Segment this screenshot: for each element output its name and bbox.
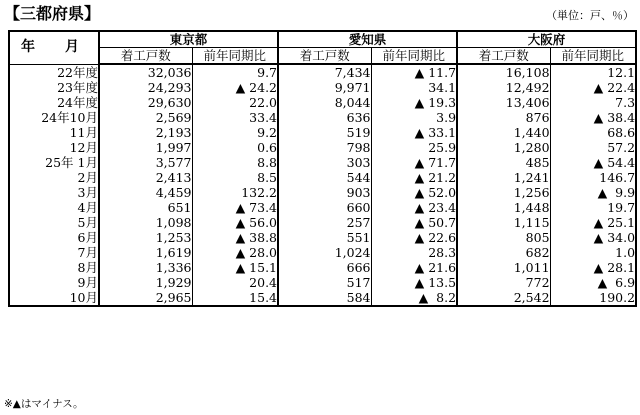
aichi-starts-cell: 903 [278,185,371,200]
aichi-starts-cell: 798 [278,140,371,155]
osaka-yoy-cell: ▲ 22.4 [550,80,636,95]
starts-header: 着工戸数 [278,48,371,65]
osaka-yoy-cell: ▲ 38.4 [550,110,636,125]
table-row [9,260,636,275]
tokyo-yoy-cell: 15.4 [192,290,278,306]
table-row [9,215,636,230]
osaka-starts-cell: 682 [457,245,550,260]
osaka-starts-cell: 1,011 [457,260,550,275]
aichi-yoy-cell: ▲ 21.6 [371,260,457,275]
osaka-yoy-cell: 68.6 [550,125,636,140]
tokyo-yoy-cell: 8.8 [192,155,278,170]
row-label: 12月 [69,140,98,155]
aichi-starts-cell: 8,044 [278,95,371,110]
tokyo-yoy-cell: ▲ 28.0 [192,245,278,260]
table-row [9,185,636,200]
tokyo-yoy-cell: 20.4 [192,275,278,290]
table-row [9,64,636,80]
row-label: 24年度 [57,95,98,110]
tokyo-yoy-cell: 9.2 [192,125,278,140]
housing-starts-table [8,30,637,307]
footnote: ※▲はマイナス。 [4,398,84,410]
tokyo-yoy-cell: 9.7 [192,64,278,80]
osaka-starts-cell: 1,440 [457,125,550,140]
sub-header-row [9,48,636,65]
row-label: 24年10月 [41,110,98,125]
row-label: 22年度 [57,64,98,80]
osaka-yoy-cell: 12.1 [550,64,636,80]
aichi-yoy-cell: ▲ 13.5 [371,275,457,290]
table-row [9,245,636,260]
osaka-starts-cell: 876 [457,110,550,125]
aichi-yoy-cell: 3.9 [371,110,457,125]
table-row [9,140,636,155]
tokyo-yoy-cell: 0.6 [192,140,278,155]
row-label: 9月 [77,275,98,290]
tokyo-yoy-cell: ▲ 24.2 [192,80,278,95]
aichi-starts-cell: 544 [278,170,371,185]
starts-header: 着工戸数 [99,48,192,65]
osaka-yoy-cell: ▲ 9.9 [550,185,636,200]
aichi-yoy-cell: ▲ 22.6 [371,230,457,245]
aichi-yoy-cell: ▲ 23.4 [371,200,457,215]
tokyo-starts-cell: 3,577 [99,155,192,170]
row-label: 11月 [69,125,98,140]
row-label: 10月 [69,290,98,305]
aichi-starts-cell: 517 [278,275,371,290]
tokyo-starts-cell: 32,036 [99,64,192,80]
table-row [9,230,636,245]
tokyo-yoy-cell: 8.5 [192,170,278,185]
row-label: 4月 [77,200,98,215]
row-label: 3月 [77,185,98,200]
aichi-yoy-cell: ▲ 71.7 [371,155,457,170]
aichi-starts-cell: 257 [278,215,371,230]
aichi-starts-cell: 636 [278,110,371,125]
aichi-yoy-cell: ▲ 19.3 [371,95,457,110]
table-row [9,80,636,95]
osaka-starts-cell: 13,406 [457,95,550,110]
table-row [9,275,636,290]
aichi-yoy-cell: 25.9 [371,140,457,155]
table-row [9,125,636,140]
aichi-starts-cell: 519 [278,125,371,140]
aichi-yoy-cell: ▲ 21.2 [371,170,457,185]
table-row [9,110,636,125]
aichi-starts-cell: 7,434 [278,64,371,80]
region-header-tokyo: 東京都 [99,31,278,48]
table-row [9,290,636,306]
osaka-starts-cell: 1,448 [457,200,550,215]
table-row [9,170,636,185]
aichi-yoy-cell: ▲ 8.2 [371,290,457,306]
tokyo-starts-cell: 1,997 [99,140,192,155]
row-label: 2月 [77,170,98,185]
aichi-yoy-cell: ▲ 11.7 [371,64,457,80]
tokyo-starts-cell: 24,293 [99,80,192,95]
osaka-starts-cell: 1,256 [457,185,550,200]
tokyo-yoy-cell: 33.4 [192,110,278,125]
tokyo-starts-cell: 1,098 [99,215,192,230]
tokyo-yoy-cell: ▲ 38.8 [192,230,278,245]
osaka-starts-cell: 1,115 [457,215,550,230]
tokyo-starts-cell: 1,336 [99,260,192,275]
aichi-yoy-cell: ▲ 52.0 [371,185,457,200]
aichi-yoy-cell: 28.3 [371,245,457,260]
aichi-starts-cell: 584 [278,290,371,306]
tokyo-yoy-cell: ▲ 56.0 [192,215,278,230]
row-label: 5月 [77,215,98,230]
row-label: 7月 [77,245,98,260]
row-label: 23年度 [57,80,98,95]
osaka-yoy-cell: ▲ 54.4 [550,155,636,170]
row-label: 6月 [77,230,98,245]
aichi-starts-cell: 9,971 [278,80,371,95]
starts-header: 着工戸数 [457,48,550,65]
tokyo-yoy-cell: 132.2 [192,185,278,200]
osaka-starts-cell: 772 [457,275,550,290]
region-header-osaka: 大阪府 [457,31,636,48]
osaka-starts-cell: 16,108 [457,64,550,80]
osaka-starts-cell: 1,280 [457,140,550,155]
aichi-starts-cell: 660 [278,200,371,215]
tokyo-starts-cell: 2,569 [99,110,192,125]
table-row [9,155,636,170]
osaka-yoy-cell: 7.3 [550,95,636,110]
osaka-starts-cell: 805 [457,230,550,245]
table-body [9,64,636,306]
osaka-starts-cell: 2,542 [457,290,550,306]
year-month-header: 年 月 [9,31,99,64]
tokyo-starts-cell: 1,619 [99,245,192,260]
osaka-yoy-cell: 19.7 [550,200,636,215]
unit-note: （単位：戸、％） [546,9,634,22]
tokyo-yoy-cell: ▲ 73.4 [192,200,278,215]
tokyo-starts-cell: 2,193 [99,125,192,140]
tokyo-starts-cell: 2,413 [99,170,192,185]
yoy-header: 前年同期比 [192,48,278,65]
aichi-yoy-cell: ▲ 33.1 [371,125,457,140]
tokyo-starts-cell: 651 [99,200,192,215]
osaka-starts-cell: 1,241 [457,170,550,185]
aichi-yoy-cell: ▲ 50.7 [371,215,457,230]
aichi-yoy-cell: 34.1 [371,80,457,95]
tokyo-starts-cell: 1,253 [99,230,192,245]
row-label: 25年 1月 [45,155,98,170]
tokyo-starts-cell: 2,965 [99,290,192,306]
tokyo-starts-cell: 1,929 [99,275,192,290]
osaka-yoy-cell: 1.0 [550,245,636,260]
osaka-yoy-cell: ▲ 25.1 [550,215,636,230]
osaka-yoy-cell: 57.2 [550,140,636,155]
osaka-yoy-cell: ▲ 28.1 [550,260,636,275]
osaka-yoy-cell: 146.7 [550,170,636,185]
row-label: 8月 [77,260,98,275]
aichi-starts-cell: 303 [278,155,371,170]
osaka-yoy-cell: ▲ 6.9 [550,275,636,290]
tokyo-starts-cell: 4,459 [99,185,192,200]
yoy-header: 前年同期比 [371,48,457,65]
tokyo-yoy-cell: 22.0 [192,95,278,110]
aichi-starts-cell: 666 [278,260,371,275]
osaka-starts-cell: 485 [457,155,550,170]
osaka-yoy-cell: 190.2 [550,290,636,306]
osaka-starts-cell: 12,492 [457,80,550,95]
tokyo-yoy-cell: ▲ 15.1 [192,260,278,275]
page-title: 【三都府県】 [4,4,101,23]
table-row [9,95,636,110]
region-header-row [9,31,636,48]
yoy-header: 前年同期比 [550,48,636,65]
aichi-starts-cell: 1,024 [278,245,371,260]
aichi-starts-cell: 551 [278,230,371,245]
tokyo-starts-cell: 29,630 [99,95,192,110]
osaka-yoy-cell: ▲ 34.0 [550,230,636,245]
region-header-aichi: 愛知県 [278,31,457,48]
table-row [9,200,636,215]
